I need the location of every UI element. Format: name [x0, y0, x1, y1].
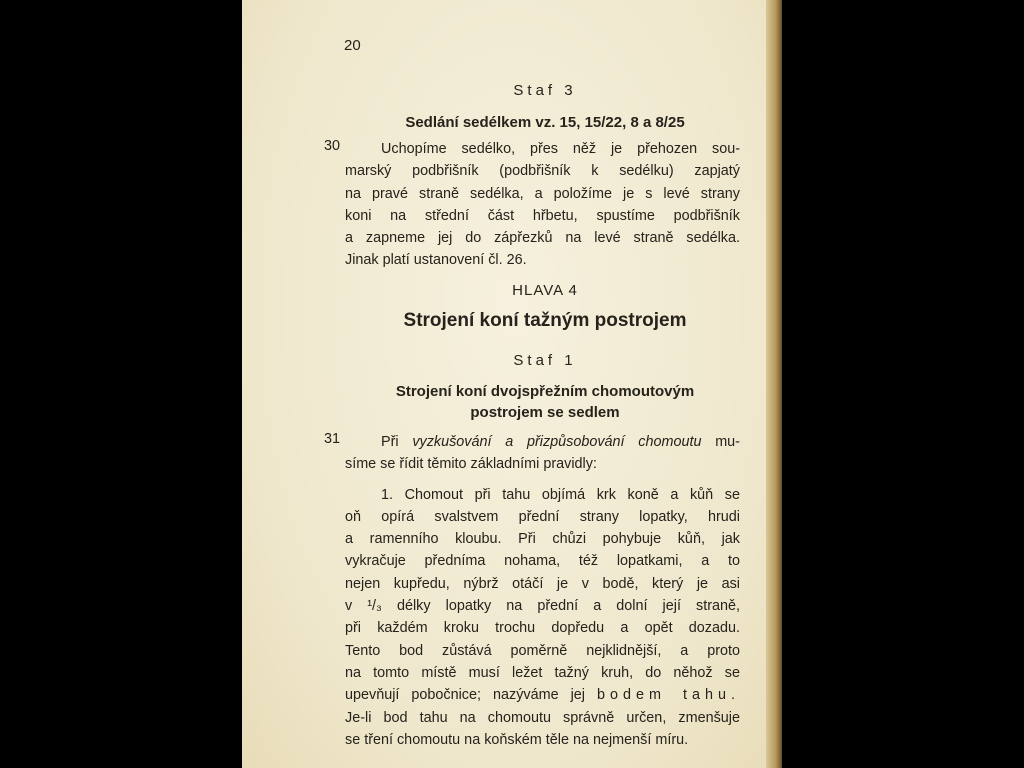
paragraph-number-31: 31: [324, 431, 341, 447]
text-line: síme se řídit těmito základními pravidly:: [345, 456, 597, 473]
subheading-line: postrojem se sedlem: [470, 404, 620, 421]
text-line: marský podbřišník (podbřišník k sedélku) zapjatý: [345, 163, 740, 180]
page-edge: [766, 0, 782, 768]
intro-italic: vyzkušování a přizpůsobování chomoutu: [412, 434, 702, 450]
text-line: na pravé straně sedélka, a položíme je s levé strany: [345, 185, 740, 202]
text-line: Tento bod zůstává poměrně nejklidnější, a proto: [345, 642, 740, 659]
text-line: oň opírá svalstvem přední strany lopatky, hrudi: [345, 508, 740, 525]
paragraph-number-30: 30: [324, 138, 341, 154]
text-line: Je-li bod tahu na chomoutu správně určen, zmenšuje: [345, 709, 740, 726]
section-heading-staf-3: Staf 3: [513, 82, 577, 99]
text-line: vykračuje předníma nohama, též lopatkami, a to: [345, 553, 740, 570]
page-number: 20: [344, 37, 361, 54]
text-line: [345, 431, 740, 453]
text-line: a zapneme jej do zápřezků na levé straně sedélka.: [345, 230, 740, 247]
text-line: 1. Chomout při tahu objímá krk koně a kůň se: [381, 486, 740, 503]
spaced-term-bod-tahu: bodem tahu.: [596, 687, 740, 704]
text-line: na tomto místě musí ležet tažný kruh, do něhož se: [345, 664, 740, 681]
text-line: v ¹/₃ délky lopatky na přední a dolní její straně,: [345, 598, 740, 615]
section-subheading-strojeni: [345, 381, 745, 423]
text-line: a ramenního kloubu. Při chůzi pohybuje kůň, jak: [345, 531, 740, 548]
text-line: koni na střední část hřbetu, spustíme podbřišník: [345, 207, 740, 224]
section-heading-staf-1: Staf 1: [513, 352, 577, 369]
chapter-label: HLAVA 4: [512, 282, 578, 299]
text-fragment: upevňují pobočnice; nazýváme jej: [345, 687, 585, 704]
subheading-line: Strojení koní dvojspřežním chomoutovým: [395, 383, 695, 400]
text-line: nejen kupředu, nýbrž otáčí je v bodě, který je asi: [345, 575, 740, 592]
paragraph-31: [345, 431, 740, 751]
text-line: Uchopíme sedélko, přes něž je přehozen sou-: [381, 141, 740, 157]
chapter-title: Strojení koní tažným postrojem: [403, 310, 687, 331]
text-line: [345, 684, 740, 706]
text-line: při každém kroku trochu dopředu a opět dozadu.: [345, 620, 740, 637]
paragraph-30: [345, 138, 740, 272]
intro-pre: Při: [381, 434, 413, 450]
intro-post: mu-: [701, 434, 740, 450]
text-line: Jinak platí ustanovení čl. 26.: [345, 252, 527, 269]
section-subheading-sedlani: Sedlání sedélkem vz. 15, 15/22, 8 a 8/25: [405, 114, 685, 131]
text-line: se tření chomoutu na koňském těle na nejmenší míru.: [345, 731, 689, 748]
